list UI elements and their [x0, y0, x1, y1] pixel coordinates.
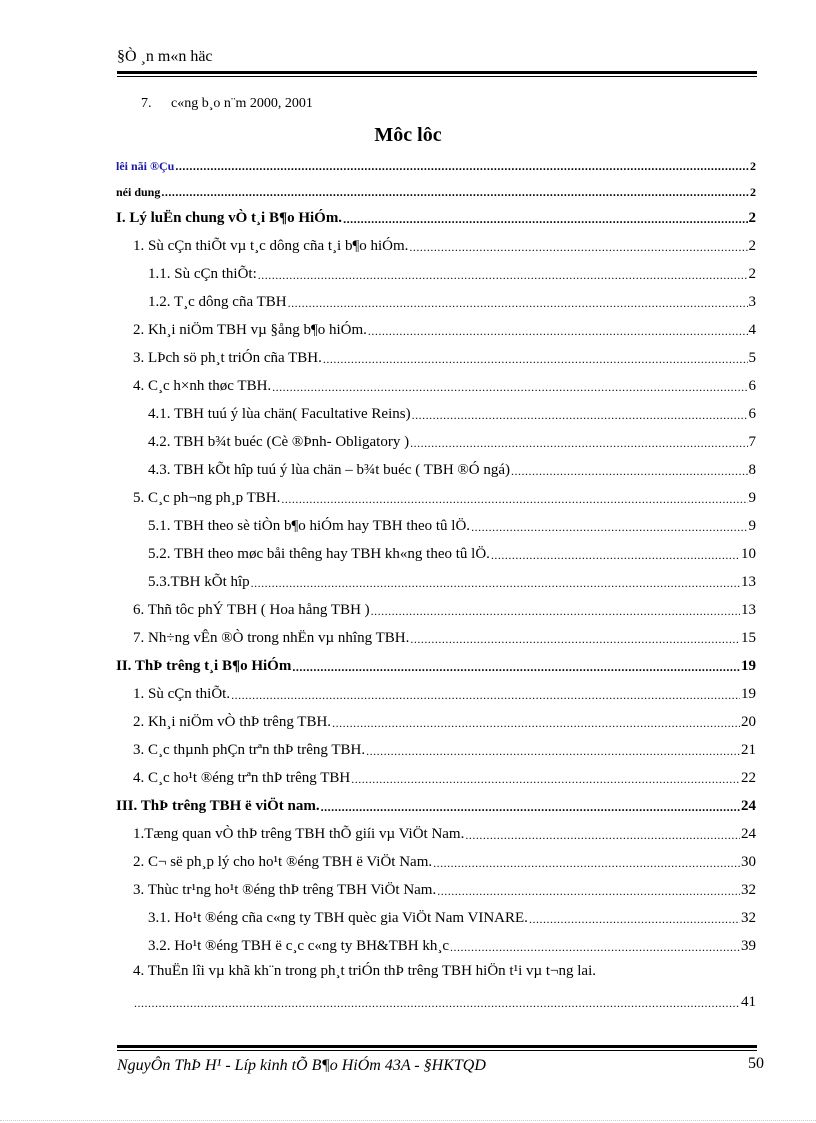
toc-entry[interactable]: 3. LÞch sö ph¸t triÓn cña TBH. ..... 5: [116, 350, 756, 367]
toc-entry[interactable]: 4. C¸c h×nh thøc TBH. ..... 6: [116, 378, 756, 395]
toc-entry[interactable]: 4.2. TBH b¾t buéc (Cè ®Þnh- Obligatory ) ..... 7: [116, 434, 756, 451]
toc-entry[interactable]: 5.1. TBH theo sè tiÒn b¶o hiÓm hay TBH theo tû lÖ. ..... 9: [116, 518, 756, 535]
footer-rule-thin: [117, 1050, 757, 1051]
toc-entry[interactable]: 3. Thùc tr¹ng ho¹t ®éng thÞ trêng TBH ViÖt Nam. ..... 32: [116, 882, 756, 899]
toc-entry[interactable]: 1.2. T¸c dông cña TBH ..... 3: [116, 294, 756, 311]
toc-entry[interactable]: 3.2. Ho¹t ®éng TBH ë c¸c c«ng ty BH&TBH kh¸c ..... 39: [116, 938, 756, 955]
toc-entry[interactable]: 5.3.TBH kÕt hîp ..... 13: [116, 574, 756, 591]
toc-entry[interactable]: 4.1. TBH tuú ý lùa chän( Facultative Reins) ..... 6: [116, 406, 756, 423]
reference-number: 7.: [141, 96, 152, 111]
toc-entry[interactable]: 1. Sù cÇn thiÕt vµ t¸c dông cña t¸i b¶o hiÓm. ..... 2: [116, 238, 756, 255]
toc-entry[interactable]: 4. C¸c ho¹t ®éng trªn thÞ trêng TBH ..... 22: [116, 770, 756, 787]
toc-entry[interactable]: II. ThÞ trêng t¸i B¶o HiÓm ..... 19: [116, 658, 756, 675]
toc-entry[interactable]: néi dung ..... 2: [116, 185, 756, 200]
toc-entry[interactable]: 6. Thñ tôc phÝ TBH ( Hoa hång TBH ) ..... 13: [116, 602, 756, 619]
toc-entry-continuation[interactable]: ..... 41: [116, 994, 756, 1011]
toc-entry[interactable]: 5. C¸c ph¬ng ph¸p TBH. ..... 9: [116, 490, 756, 507]
toc-entry[interactable]: 3.1. Ho¹t ®éng cña c«ng ty TBH quèc gia ViÖt Nam VINARE. ..... 32: [116, 910, 756, 927]
toc-entry[interactable]: 2. Kh¸i niÖm vÒ thÞ trêng TBH. ..... 20: [116, 714, 756, 731]
page-number: 50: [748, 1055, 764, 1072]
toc-entry[interactable]: III. ThÞ trêng TBH ë viÖt nam. ..... 24: [116, 798, 756, 815]
reference-text: c«ng b¸o n¨m 2000, 2001: [171, 96, 313, 111]
toc-entry[interactable]: 1. Sù cÇn thiÕt. ..... 19: [116, 686, 756, 703]
toc-title: Môc lôc: [374, 124, 442, 146]
toc-entry[interactable]: 4.3. TBH kÕt hîp tuú ý lùa chän – b¾t buéc ( TBH ®Ó ngá) ..... 8: [116, 462, 756, 479]
toc-entry[interactable]: 3. C¸c thµnh phÇn trªn thÞ trêng TBH. ..... 21: [116, 742, 756, 759]
toc-entry[interactable]: lêi nãi ®Çu ..... 2: [116, 159, 756, 174]
toc-entry[interactable]: 2. C¬ së ph¸p lý cho ho¹t ®éng TBH ë ViÖt Nam. ..... 30: [116, 854, 756, 871]
toc-entry[interactable]: 2. Kh¸i niÖm TBH vµ §ång b¶o hiÓm. ..... 4: [116, 322, 756, 339]
page-edge-divider: [0, 1120, 816, 1121]
footer-author-line: NguyÔn ThÞ H¹ - Líp kinh tÕ B¶o HiÓm 43A - §HKTQD: [117, 1057, 486, 1074]
reference-item: [141, 96, 313, 112]
toc-entry[interactable]: 5.2. TBH theo møc båi thêng hay TBH kh«ng theo tû lÖ. ..... 10: [116, 546, 756, 563]
toc-entry-wrapped[interactable]: 4. ThuËn lîi vµ khã kh¨n trong ph¸t triÓn thÞ trêng TBH hiÖn t¹i vµ t¬ng lai.: [133, 963, 596, 979]
header-rule-thick: [117, 71, 757, 74]
toc-entry[interactable]: 7. Nh÷ng vÊn ®Ò trong nhËn vµ nhîng TBH. ..... 15: [116, 630, 756, 647]
header-title: §Ò ¸n m«n häc: [117, 48, 213, 65]
footer-rule-thick: [117, 1045, 757, 1048]
toc-entry[interactable]: 1.Tæng quan vÒ thÞ trêng TBH thÕ giíi vµ ViÖt Nam. ..... 24: [116, 826, 756, 843]
toc-entry[interactable]: 1.1. Sù cÇn thiÕt: ..... 2: [116, 266, 756, 283]
header-rule-thin: [117, 76, 757, 77]
toc-entry[interactable]: I. Lý luËn chung vÒ t¸i B¶o HiÓm. ..... 2: [116, 210, 756, 227]
